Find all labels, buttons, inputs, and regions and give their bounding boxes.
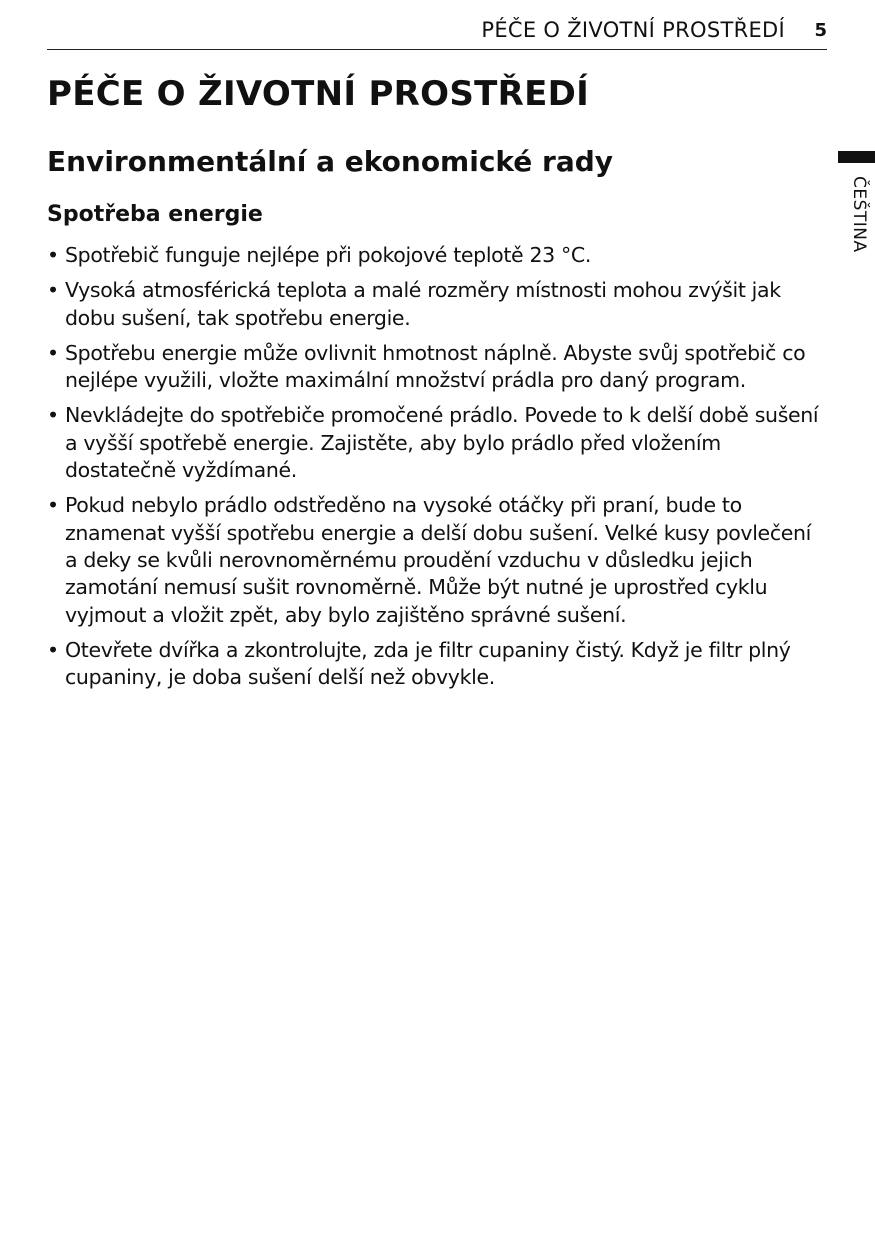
list-item-text: Pokud nebylo prádlo odstředěno na vysoké otáčky při praní, bude to znamenat vyšší spotřebu energie a delší dobu sušení. Velké kusy povlečení a deky se kvůli nerovnoměrnému proudění vzduchu v důsledku jejich zamotání nemusí sušit rovnoměrně. Může být nutné je uprostřed cyklu vyjmout a vložit zpět, aby bylo zajištěno správné sušení.: [65, 493, 811, 627]
list-item: [47, 340, 829, 395]
bullet-icon: •: [47, 637, 59, 662]
bullet-icon: •: [47, 493, 59, 518]
bullet-icon: •: [47, 403, 59, 428]
running-header: [47, 14, 827, 50]
bullet-icon: •: [47, 278, 59, 303]
list-item: [47, 277, 829, 332]
running-header-title: PÉČE O ŽIVOTNÍ PROSTŘEDÍ: [481, 18, 785, 42]
bullet-icon: •: [47, 340, 59, 365]
list-item-text: Spotřebu energie může ovlivnit hmotnost náplně. Abyste svůj spotřebič co nejlépe využili, vložte maximální množství prádla pro daný program.: [65, 340, 806, 393]
subsection-title: Spotřeba energie: [47, 202, 263, 227]
list-item-text: Spotřebič funguje nejlépe při pokojové teplotě 23 °C.: [65, 243, 592, 267]
list-item: [47, 402, 829, 484]
language-tab-marker: [838, 151, 875, 163]
energy-tips-list: [47, 242, 829, 699]
list-item: [47, 637, 829, 692]
list-item-text: Vysoká atmosférická teplota a malé rozměry místnosti mohou zvýšit jak dobu sušení, tak spotřebu energie.: [65, 278, 781, 330]
page-title: PÉČE O ŽIVOTNÍ PROSTŘEDÍ: [47, 74, 590, 114]
list-item: [47, 492, 829, 628]
list-item-text: Otevřete dvířka a zkontrolujte, zda je filtr cupaniny čistý. Když je filtr plný cupaniny, je doba sušení delší než obvykle.: [65, 637, 791, 690]
section-title: Environmentální a ekonomické rady: [47, 145, 614, 178]
list-item-text: Nevkládejte do spotřebiče promočené prádlo. Povede to k delší době sušení a vyšší spotřebě energie. Zajistěte, aby bylo prádlo před vložením dostatečně vyždímané.: [65, 403, 819, 483]
page-number: 5: [814, 20, 827, 41]
bullet-icon: •: [47, 243, 59, 267]
list-item: [47, 242, 829, 269]
language-tab-label: ČEŠTINA: [849, 176, 869, 253]
